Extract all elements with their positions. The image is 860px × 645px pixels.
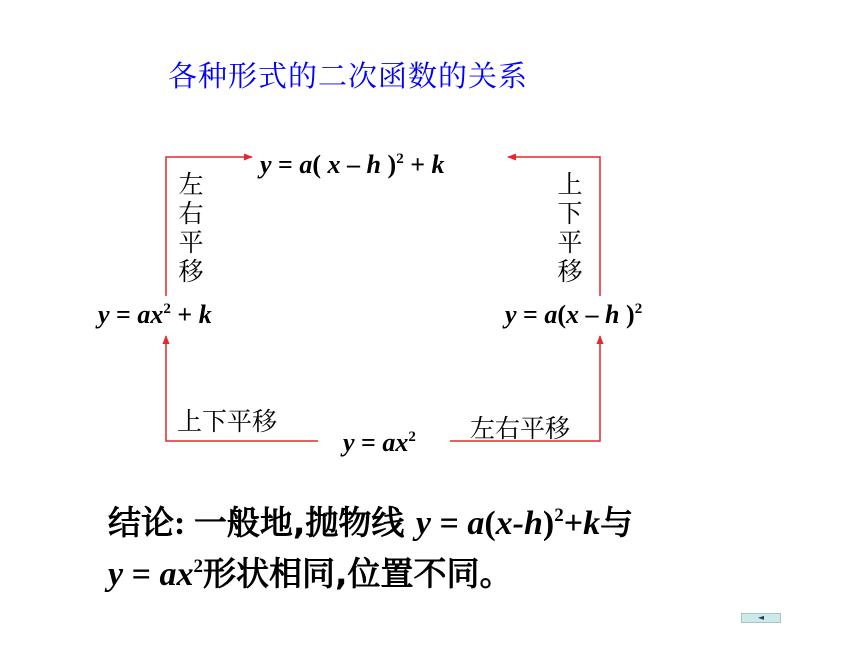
label-bottom-left-right-shift: 左右平移 <box>470 414 571 443</box>
prev-slide-button[interactable] <box>741 613 781 623</box>
label-up-down-shift: 上 下 平 移 <box>557 170 583 286</box>
label-left-right-shift: 左 右 平 移 <box>178 170 204 286</box>
formula-basic: $y = ax^2$ <box>343 428 416 457</box>
formula-horizontal-shift: y = a(x – h )$^2$ <box>505 300 643 329</box>
triangle-left-icon: ◄ <box>757 613 765 622</box>
conclusion-line-2: $y = ax^2$形状相同,位置不同。 <box>108 554 513 593</box>
formula-vertical-shift: $y = ax^2 + k$ <box>98 300 212 329</box>
slide-title: 各种形式的二次函数的关系 <box>168 59 529 93</box>
label-bottom-up-down-shift: 上下平移 <box>177 407 278 436</box>
arrow-horizontal-to-vertex <box>508 157 600 296</box>
formula-vertex-form: y = a( x – h )$^2$ + k <box>260 150 445 179</box>
conclusion-line-1: 结论: 一般地,抛物线 $y = a(x-h)^2+k$与 <box>108 503 634 542</box>
